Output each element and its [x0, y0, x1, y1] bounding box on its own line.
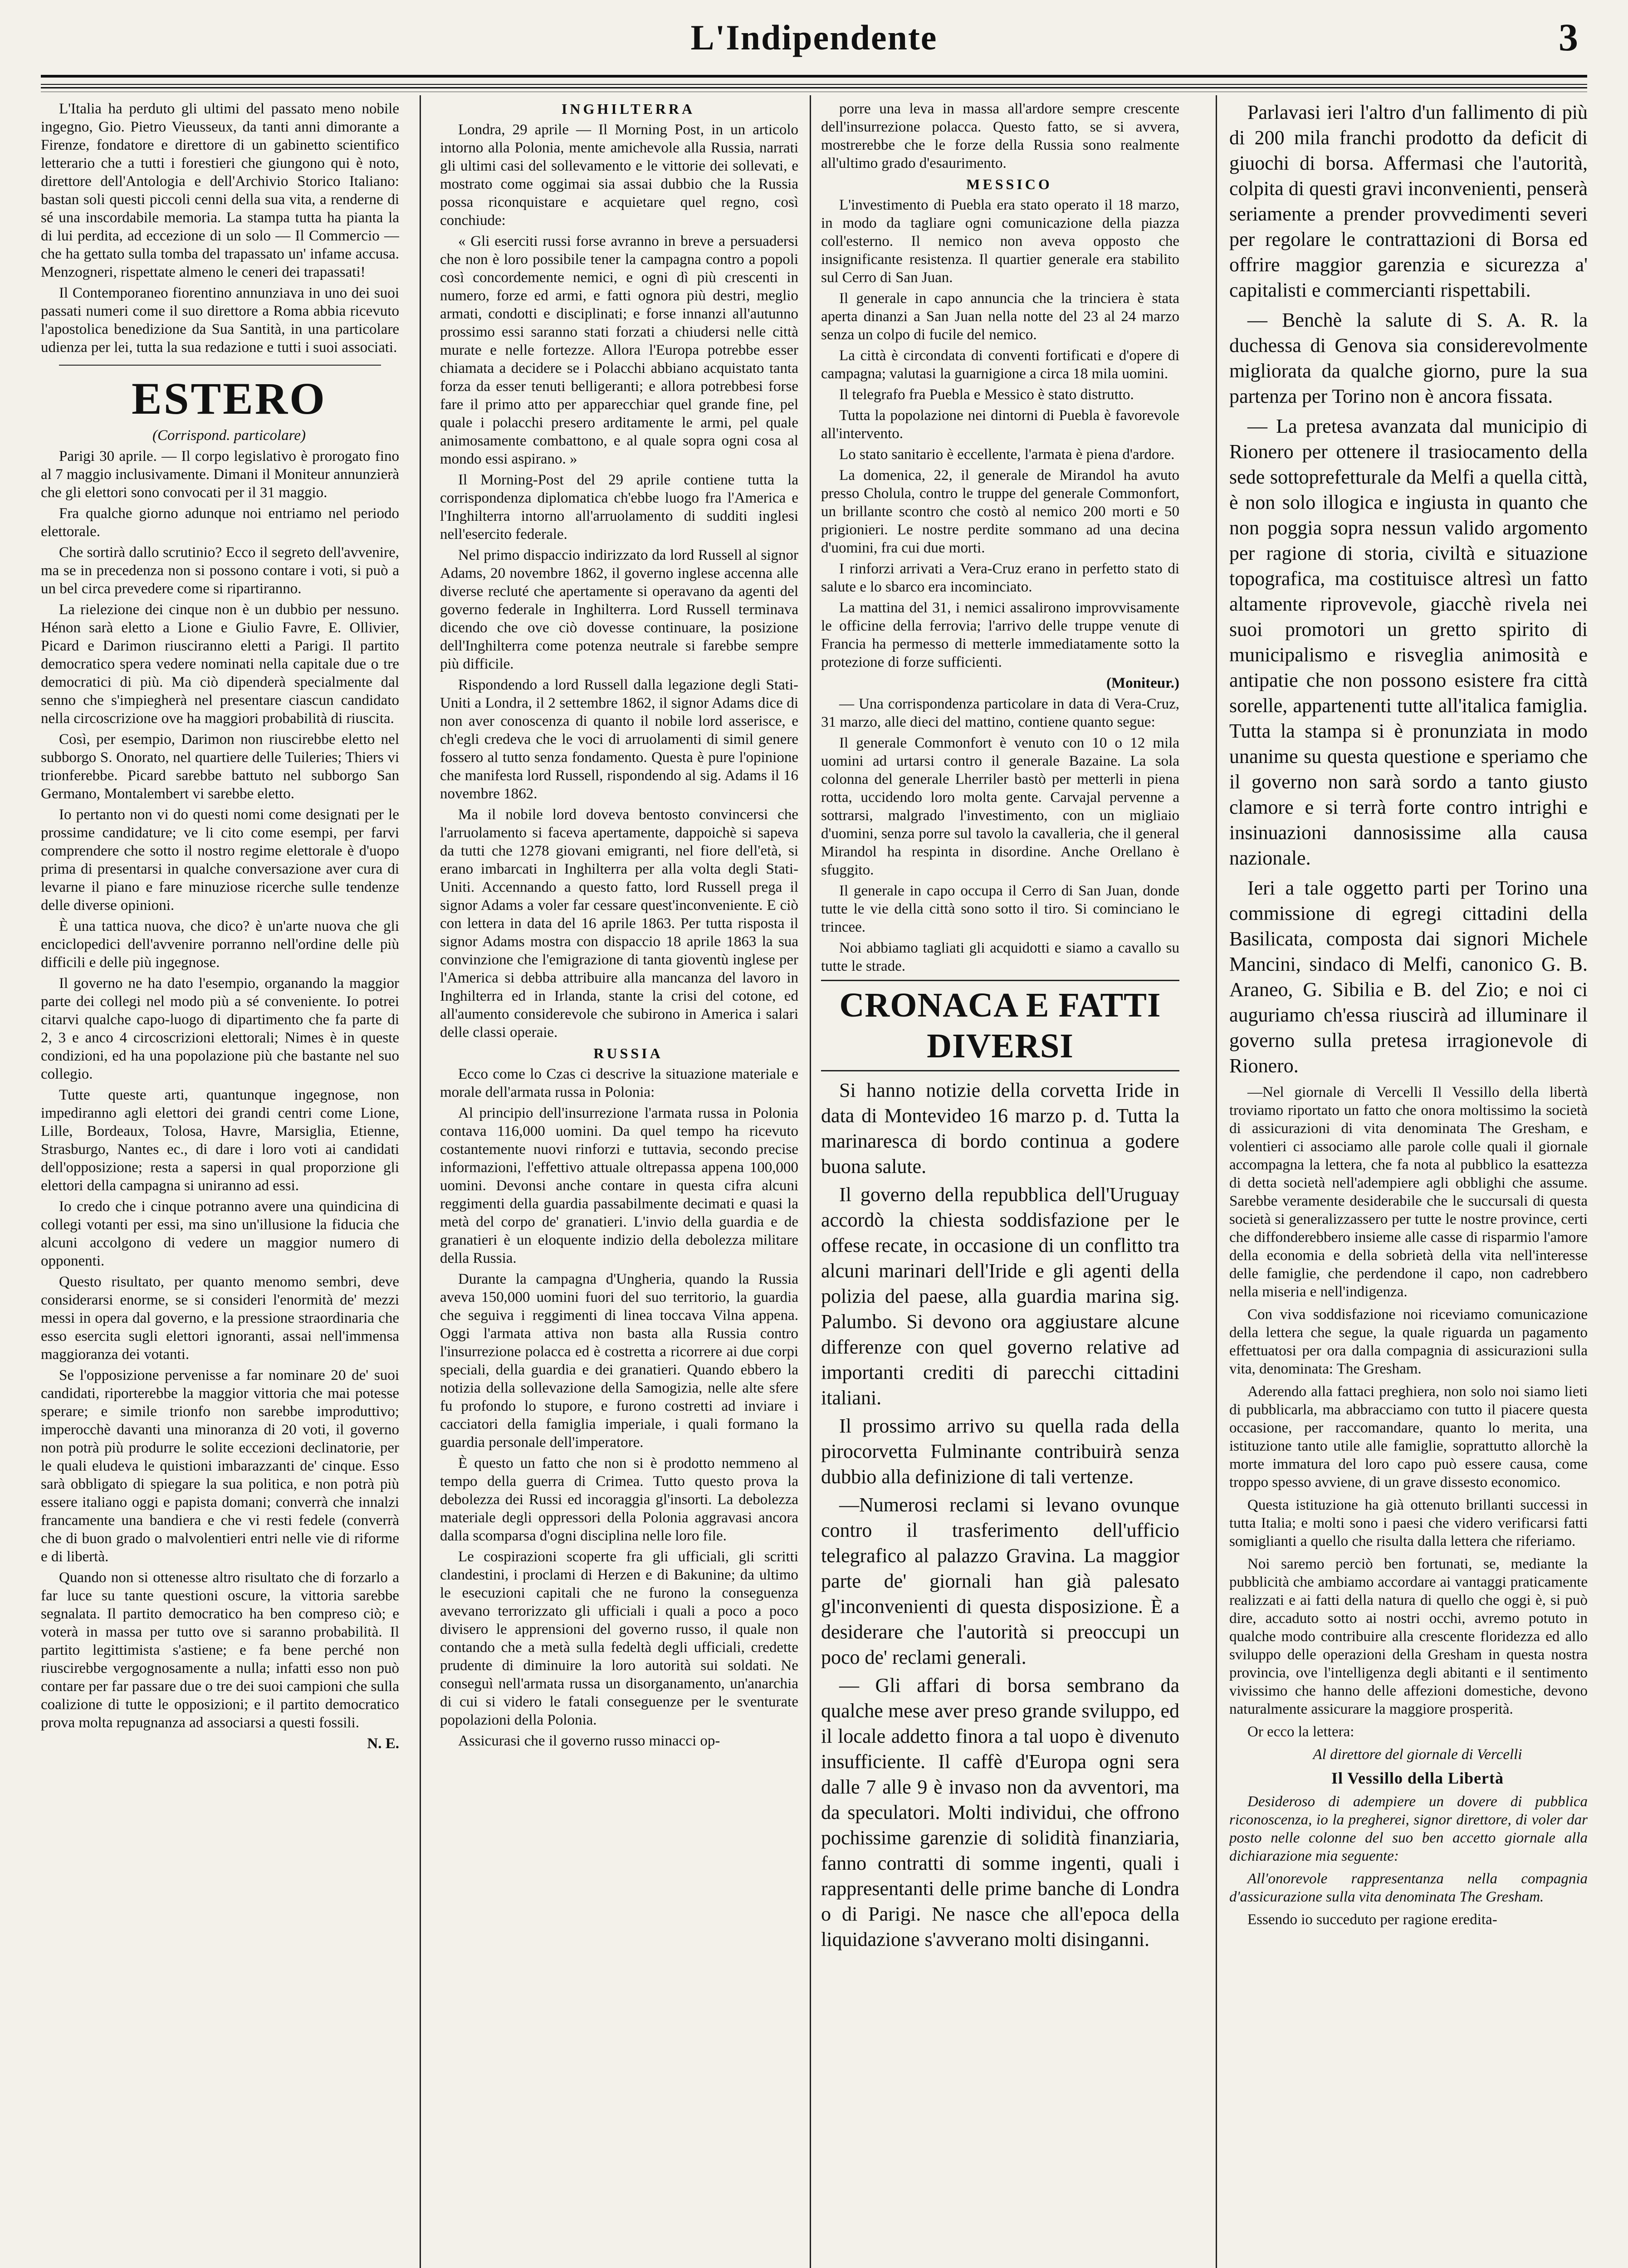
masthead: [41, 9, 1587, 59]
paragraph: L'Italia ha perduto gli ultimi del passato meno nobile ingegno, Gio. Pietro Vieusseux, da tanti anni dimorante a Firenze, fondatore e direttore di un gabinetto scientifico letterario che a tutti i forestieri che giungono qui è noto, direttore dell'Antologia e dell'Archivio Storico Italiano: bastan soli questi piccoli cenni della sua vita, a renderne di sé una inscordabile memoria. La stampa tutta ha pianta la di lui perdita, ad eccezione di un solo — Il Commercio — che ha gettato sulla tomba del trapassato un' infame accusa. Menzogneri, rispettate almeno le ceneri dei trapassati!: [41, 101, 399, 280]
column-3: [821, 100, 1179, 2268]
paragraph: Parlavasi ieri l'altro d'un fallimento di più di 200 mila franchi prodotto da deficit di giuochi di borsa. Affermasi che l'autorità, colpita di questi gravi inconvenienti, penserà seriamente a prender provvedimenti severi per regolare le contrattazioni di Borsa ed offrire maggior garenzia e sicurezza a' capitalisti e commercianti rispettabili.: [1229, 101, 1588, 301]
section-heading-cronaca: CRONACA E FATTI DIVERSI: [821, 980, 1179, 1071]
paragraph: Ieri a tale oggetto parti per Torino una commissione di egregi cittadini della Basilicata, composta dai signori Michele Mancini, sindaco di Melfi, canonico G. B. Araneo, G. Sibilia e B. del Zio; e noi ci auguriamo ch'essa riuscirà ad illuminare il governo sulla pretesa irragionevole di Rionero.: [1229, 877, 1588, 1077]
paragraph: I rinforzi arrivati a Vera-Cruz erano in perfetto stato di salute e lo sbarco era incominciato.: [821, 561, 1179, 595]
paragraph: Io pertanto non vi do questi nomi come designati per le prossime candidature; ve li cito come esempi, per farvi comprendere che sotto il nostro regime elettorale è d'uopo prima di presentarsi in qualche conversazione aver cura di levarne il piano e fare minuziose ricerche sulle tendenze delle diverse opinioni.: [41, 807, 399, 914]
paragraph: Essendo io succeduto per ragione eredita-: [1247, 1911, 1497, 1928]
paragraph: Così, per esempio, Darimon non riuscirebbe eletto nel subborgo S. Onorato, nel quartiere delle Tuileries; Thiers vi trionferebbe. Picard sarebbe battuto nel subborgo San Germano, Montalembert vi sarebbe eletto.: [41, 731, 399, 802]
signature: N. E.: [367, 1735, 399, 1752]
column-2: [440, 100, 798, 2268]
newspaper-title: L'Indipendente: [690, 18, 938, 57]
paragraph: Fra qualche giorno adunque noi entriamo nel periodo elettorale.: [41, 505, 399, 540]
paragraph: Noi saremo perciò ben fortunati, se, mediante la pubblicità che ambiamo accordare ai vantaggi praticamente realizzati e ai fatti della natura di quello che oggi è, si può dire, accaduto sotto ai nostri occhi, avremo potuto in qualche modo contribuire alla crescente floridezza ed allo sviluppo delle operazioni della Gresham in questa nostra provincia, ove l'intelligenza degli abitanti e il sentimento vivissimo che hanno delle affezioni domestiche, devono naturalmente assicurare la maggiore prosperità.: [1229, 1556, 1588, 1717]
cronaca-section: [821, 1078, 1179, 1952]
paragraph: Ma il nobile lord doveva bentosto convincersi che l'arruolamento si faceva apertamente, dappoichè si sapeva da tutti che 1278 giovani emigranti, nel fiore dell'età, si erano imbarcati in Inghilterra per alla volta degli Stati-Uniti. Accennando a questo fatto, lord Russell prega il signor Adams a voler far cessare quest'inconveniente. E ciò con lettera in data del 16 aprile 1863. Per tutta risposta il signor Adams mostra con dispaccio 18 aprile 1863 la sua convinzione che l'emigrazione di tanta gioventù inglese per l'America si debba attribuire alla mancanza del lavoro in Inghilterra ed in Irlanda, stante la crisi del cotone, ed all'aumento considerevole che subirono in America i salari delle classi operaie.: [440, 807, 798, 1041]
paragraph: Io credo che i cinque potranno avere una quindicina di collegi votanti per essi, ma sino un'illusione la fiducia che alcuni accolgono di vedere un maggior numero di opponenti.: [41, 1198, 399, 1269]
paragraph: Il generale in capo annuncia che la trinciera è stata aperta dinanzi a San Juan nella notte del 23 al 24 marzo senza un colpo di fucile del nemico.: [821, 290, 1179, 343]
paragraph: — La pretesa avanzata dal municipio di Rionero per ottenere il trasiocamento della sede sottoprefetturale da Melfi a quella città, è non solo illogica e ingiusta in quanto che non poggia sopra nessun valido argomento per ragione di storia, civiltà e situazione topografica, ma costituisce altresì un fatto altamente riprovevole, giacchè rivela nei suoi promotori un gretto spirito di municipalismo e risveglia animosità e antipatie che non possono esistere fra città sorelle, appartenenti tutte all'italica famiglia. Tutta la stampa si è pronunziata in modo unanime su questa questione e speriamo che il governo non sarà sordo a tanto giusto clamore e si terrà forte contro intrighi e insinuazioni dannosissime alla causa nazionale.: [1229, 415, 1588, 869]
paragraph: Parigi 30 aprile. — Il corpo legislativo è prorogato fino al 7 maggio inclusivamente. Dimani il Moniteur annunzierà che gli elettori sono convocati per il 31 maggio.: [41, 448, 399, 501]
paragraph: Aderendo alla fattaci preghiera, non solo noi siamo lieti di pubblicarla, ma abbracciamo con tutto il piacere questa occasione, per raccomandare, quanto lo merita, una istituzione tanto utile alle famiglie, soprattutto allorchè la morte immatura del loro capo può essere causa, come troppo spesso avviene, di un grave dissesto economico.: [1229, 1383, 1588, 1491]
paragraph: « Gli eserciti russi forse avranno in breve a persuadersi che non è loro possibile tener la campagna contro a popoli così concordemente nemici, e ogni dì più crescenti in numero, forze ed armi, e fatti ognora più destri, meglio armati, condotti e disciplinati; e forse innanzi all'autunno prossimo essi saranno stati forzati a chiudersi nelle città murate e nelle fortezze. Allora l'Europa potrebbe esser chiamata a decidere se i Polacchi abbiano acquistato tanta forza da esser tenuti belligeranti; e allora potrebbesi forse fare il primo atto per apparecchiar quel grande fine, pel quale i polacchi presero arditamente le armi, pel quale animosamente combattono, e al quale sopra ogni cosa al mondo essi aspirano. »: [440, 233, 798, 467]
section-heading-inghilterra: INGHILTERRA: [561, 101, 695, 117]
paragraph: La città è circondata di conventi fortificati e d'opere di campagna; valutasi la guarnigione a circa 18 mila uomini.: [821, 347, 1179, 382]
paragraph: Il Contemporaneo fiorentino annunziava in uno dei suoi passati numeri come il suo direttore a Roma abbia ricevuto l'apostolica benedizione da Sua Santità, in una particolare udienza per lei, tutta la sua redazione e tutti i suoi associati.: [41, 285, 399, 356]
paragraph: — Benchè la salute di S. A. R. la duchessa di Genova sia considerevolmente migliorata da qualche giorno, pure la sua partenza per Torino non è ancora fissata.: [1229, 309, 1588, 407]
paragraph: — Una corrispondenza particolare in data di Vera-Cruz, 31 marzo, alle dieci del mattino, contiene quanto segue:: [821, 696, 1179, 730]
page-number: 3: [1559, 15, 1578, 59]
section-heading-estero: ESTERO: [132, 373, 327, 424]
paragraph: —Nel giornale di Vercelli Il Vessillo della libertà troviamo riportato un fatto che onora moltissimo la società di assicurazioni di vita denominata The Gresham, e volentieri ci associamo alle parole colle quali il giornale accompagna la lettera, che fa nota al pubblico la esattezza di detta società nell'adempiere agli obblighi che assume. Sarebbe veramente desiderabile che le succursali di questa società si generalizzassero per tutte le nostre province, certi che diffonderebbero insieme alle casse di risparmio l'amore della economia e della sobrietà della vita nell'interesse delle famiglie, che perdendone il capo, non cadrebbero nella miseria e nell'indigenza.: [1229, 1084, 1588, 1300]
paragraph: Questa istituzione ha già ottenuto brillanti successi in tutta Italia; e molti sono i paesi che videro verificarsi fatti somiglianti a quello che risulta dalla lettera che riferiamo.: [1229, 1497, 1588, 1549]
column-1: [41, 100, 399, 2268]
paragraph: Si hanno notizie della corvetta Iride in data di Montevideo 16 marzo p. d. Tutta la marinaresca di bordo continua a godere buona salute.: [821, 1079, 1179, 1178]
divider: [59, 365, 381, 366]
paragraph: È una tattica nuova, che dico? è un'arte nuova che gli enciclopedici dell'avvenire porranno nell'ordine delle più difficili e delle più ingegnose.: [41, 918, 399, 971]
letter-title: Il Vessillo della Libertà: [1331, 1769, 1504, 1787]
paragraph: Il Morning-Post del 29 aprile contiene tutta la corrispondenza diplomatica ch'ebbe luogo fra l'America e l'Inghilterra intorno all'arruolamento di sudditi inglesi nell'esercito federale.: [440, 472, 798, 543]
section-heading-messico: MESSICO: [966, 176, 1052, 192]
paragraph: Tutta la popolazione nei dintorni di Puebla è favorevole all'intervento.: [821, 407, 1179, 442]
paragraph: Desideroso di adempiere un dovere di pubblica riconoscenza, io la pregherei, signor direttore, di voler dar posto nelle colonne del suo ben accetto giornale alla dichiarazione mia seguente:: [1229, 1794, 1588, 1864]
paragraph: Che sortirà dallo scrutinio? Ecco il segreto dell'avvenire, ma se in precedenza non si possono contare i voti, si può a un bel circa prevedere come si ripartiranno.: [41, 544, 399, 597]
paragraph: Tutte queste arti, quantunque ingegnose, non impediranno agli elettori dei grandi centri come Lione, Lille, Bordeaux, Tolosa, Havre, Marsiglia, Etienne, Strasburgo, Nantes ec., di dare i loro voti ai candidati dell'opposizione; resta a sapersi in qual proporzione gli elettori della campagna si uniranno ad essi.: [41, 1087, 399, 1194]
paragraph: All'onorevole rappresentanza nella compagnia d'assicurazione sulla vita denominata The Gresham.: [1229, 1871, 1588, 1905]
column-separator: [1216, 95, 1217, 2268]
masthead-rule-thin: [41, 87, 1587, 88]
paragraph: Rispondendo a lord Russell dalla legazione degli Stati-Uniti a Londra, il 2 settembre 1862, il signor Adams dice di non aver conoscenza di quanto il nobile lord asserisce, e ch'egli credeva che le voci di arruolamenti di simil genere fossero al tutto senza fondamento. Questa è pure l'opinione che manifesta lord Russell, rispondendo al sig. Adams il 16 novembre 1862.: [440, 677, 798, 802]
paragraph: Lo stato sanitario è eccellente, l'armata è piena d'ardore.: [839, 446, 1175, 463]
paragraph: Noi abbiamo tagliati gli acquidotti e siamo a cavallo su tutte le strade.: [821, 940, 1179, 974]
paragraph: Il prossimo arrivo su quella rada della pirocorvetta Fulminante contribuirà senza dubbio alla definizione di tali vertenze.: [821, 1415, 1179, 1488]
paragraph: La mattina del 31, i nemici assalirono improvvisamente le officine della ferrovia; l'arrivo delle truppe venute di Francia ha permesso di metterle immediatamente sotto la protezione di forze sufficienti.: [821, 600, 1179, 670]
paragraph: Al principio dell'insurrezione l'armata russa in Polonia contava 116,000 uomini. Da quel tempo ha ricevuto costantemente nuovi rinforzi e tuttavia, secondo precise informazioni, l'effettivo attuale oltrepassa appena 100,000 uomini. Devonsi anche contare in questa cifra alcuni reggimenti della guardia passabilmente decimati e quasi la metà del corpo de' granatieri. L'invio della guardia e de granatieri è un eloquente indizio della debolezza militare della Russia.: [440, 1105, 798, 1266]
paragraph: Durante la campagna d'Ungheria, quando la Russia aveva 150,000 uomini fuori del suo territorio, la guardia che seguiva i reggimenti di linea toccava Vilna appena. Oggi l'armata attiva non basta alla Russia contro l'insurrezione polacca ed è costretta a ricorrere ai due corpi speciali, della guardia e dei granatieri. Quando ebbero la notizia della sollevazione della Samogizia, nelle alte sfere fu profondo lo stupore, e furono costretti ad inviare i cacciatori della famiglia imperiale, i quali formano la guardia personale dell'imperatore.: [440, 1271, 798, 1451]
column-separator: [810, 95, 811, 2268]
paragraph: Le cospirazioni scoperte fra gli ufficiali, gli scritti clandestini, i proclami di Herzen e di Bakunine; da ultimo le esecuzioni capitali che ne furono la conseguenza avevano terrorizzato gli ufficiali i quali a poco a poco divisero le apprensioni del governo russo, il quale non contando che a metà sulla fedeltà degli ufficiali, credette prudente di diminuire la loro autorità sui soldati. Ne conseguì nell'armata russa un disorganamento, un'anarchia di cui si videro le fatali conseguenze per le sventurate popolazioni della Polonia.: [440, 1549, 798, 1728]
masthead-rule: [41, 75, 1587, 85]
paragraph: La domenica, 22, il generale de Mirandol ha avuto presso Cholula, contro le truppe del generale Commonfort, un brillante scontro che costò al nemico 200 morti e 50 prigionieri. Le nostre perdite sommano ad una decina d'uomini, fra cui due morti.: [821, 467, 1179, 556]
paragraph: Or ecco la lettera:: [1247, 1724, 1354, 1740]
intro-section: [41, 100, 399, 357]
paragraph: La rielezione dei cinque non è un dubbio per nessuno. Hénon sarà eletto a Lione e Giulio Favre, E. Ollivier, Picard e Darimon riusciranno eletti a Parigi. Il partito democratico spera vedere nominati nella capitale due o tre democratici di più. Ma ciò dipenderà specialmente dal senno che s'impiegherà nel presentare ciascun candidato nella circoscrizione ove ha maggiori probabilità di riuscita.: [41, 601, 399, 727]
paragraph: Nel primo dispaccio indirizzato da lord Russell al signor Adams, 20 novembre 1862, il governo inglese accenna alle diverse recluté che apertamente si operavano da agenti del governo federale in Inghilterra. Lord Russell terminava dicendo che ove ciò dovesse continuare, la posizione dell'Inghilterra come potenza neutrale si farebbe sempre più difficile.: [440, 547, 798, 672]
paragraph: Il governo della repubblica dell'Uruguay accordò la chiesta soddisfazione per le offese recate, in occasione di un conflitto tra alcuni marinari dell'Iride e gli agenti della polizia del paese, alla guardia marina sig. Palumbo. Si devono ora aggiustare alcune differenze con quel governo relative ad importanti crediti di parecchi cittadini italiani.: [821, 1183, 1179, 1409]
paragraph: Ecco come lo Czas ci descrive la situazione materiale e morale dell'armata russa in Polonia:: [440, 1066, 798, 1100]
paragraph: Se l'opposizione pervenisse a far nominare 20 de' suoi candidati, riporterebbe la maggior vittoria che mai potesse sperare; e simile trionfo non sarebbe improduttivo; imperocchè davanti una minoranza di 20 voti, il governo non potrà più produrre le solite eccezioni declinatorie, per le quali eludeva le quistioni imbarazzanti de' cinque. Esso sarà obbligato di spiegare la sua politica, e non potrà più essere italiano oggi e papista domani; converrà che innalzi francamente una bandiera e che vi resti fedele (converrà che di buon grado o malvolentieri entri nelle vie di riforme e di libertà.: [41, 1367, 399, 1565]
estero-section: [41, 447, 399, 1753]
paragraph: Il telegrafo fra Puebla e Messico è stato distrutto.: [839, 386, 1134, 403]
column-separator: [420, 95, 421, 2268]
section-heading-russia: RUSSIA: [593, 1045, 663, 1061]
paragraph: Assicurasi che il governo russo minacci op-: [458, 1733, 720, 1749]
paragraph: — Gli affari di borsa sembrano da qualche mese aver preso grande sviluppo, ed il locale addetto finora a tal uopo è divenuto insufficiente. Il caffè d'Europa ogni sera dalle 7 alle 9 è invaso non da avventori, ma da speculatori. Molti individui, che offrono pochissime garenzie di solidità finanziaria, fanno contratti di somme ingenti, quali i rappresentanti delle prime banche di Londra o di Parigi. Ne nasce che all'epoca della liquidazione s'avverano molti disinganni.: [821, 1674, 1179, 1950]
paragraph: L'investimento di Puebla era stato operato il 18 marzo, in modo da tagliare ogni comunicazione della piazza coll'esterno. Il nemico non aveva opposto che insignificante resistenza. Il quartier generale era stabilito sul Cerro di San Juan.: [821, 197, 1179, 286]
paragraph: —Numerosi reclami si levano ovunque contro il trasferimento dell'ufficio telegrafico al palazzo Gravina. La maggior parte de' giornali han già palesato gl'inconvenienti di questa disposizione. È a desiderare che l'autorità si preoccupi un poco de' reclami generali.: [821, 1494, 1179, 1668]
paragraph: Questo risultato, per quanto menomo sembri, deve considerarsi enorme, se si consideri l'enormità de' mezzi messi in opera dal governo, e la pressione straordinaria che esso esercita sugli elettori ignoranti, assai nell'immensa maggioranza dei votanti.: [41, 1274, 399, 1363]
paragraph: Con viva soddisfazione noi riceviamo comunicazione della lettera che segue, la quale riguarda un pagamento effettuatosi per ora dalla compagnia di assicurazioni sulla vita, denominata: The Gresham.: [1229, 1306, 1588, 1377]
paragraph: Londra, 29 aprile — Il Morning Post, in un articolo intorno alla Polonia, mente amichevole alla Russia, narrati gli ultimi casi del sollevamento e le vittorie dei sollevati, e mostrato come oggimai sia assai dubbio che la Russia possa riconquistare e acquietare quel regno, così conchiude:: [440, 122, 798, 229]
paragraph: Il generale in capo occupa il Cerro di San Juan, donde tutte le vie della città sono sotto il tiro. Si cominciano le trincee.: [821, 883, 1179, 935]
section-subheading: (Corrispond. particolare): [152, 427, 306, 444]
paragraph: Il generale Commonfort è venuto con 10 o 12 mila uomini ad urtarsi contro il generale Bazaine. La sola colonna del generale Lherriler bastò per metterli in piena rotta, uccidendo loro molta gente. Carvajal pervenne a sottrarsi, malgrado l'investimento, con un migliaio d'uomini, senza porre sul tavolo la cavalleria, che il general Mirandol ha respinta in disordine. Anche Orellano è sfuggito.: [821, 735, 1179, 878]
paragraph: È questo un fatto che non si è prodotto nemmeno al tempo della guerra di Crimea. Tutto questo prova la debolezza dei Russi ed incoraggia gl'insorti. La debolezza materiale degli oppressori della Polonia aggravasi ancora dalla scomparsa d'ogni disciplina nelle loro file.: [440, 1455, 798, 1544]
column-4: [1229, 100, 1588, 2268]
paragraph: Il governo ne ha dato l'esempio, organando la maggior parte dei collegi nel modo più a sé conveniente. Io potrei citarvi qualche capo-luogo di dipartimento che fa parte di 2, 3 e anco 4 circoscrizioni elettorali; Nimes è in queste condizioni, ed ha una popolazione più che bastante nel suo collegio.: [41, 975, 399, 1082]
source-attribution: (Moniteur.): [1106, 675, 1179, 691]
paragraph: porre una leva in massa all'ardore sempre crescente dell'insurrezione polacca. Questo fatto, se si avvera, mostrerebbe che le forze della Russia sono realmente all'ultimo grado d'esaurimento.: [821, 101, 1179, 171]
letter-address: Al direttore del giornale di Vercelli: [1313, 1746, 1522, 1763]
paragraph: Quando non si ottenesse altro risultato che di forzarlo a far luce su tante questioni oscure, la vittoria sarebbe segnalata. Il partito democratico ha ben compreso ciò; e voterà in massa per tutto ove si saranno probabilità. Il partito legittimista s'astiene; e fa bene perché non riuscirebbe vergognosamente a nulla; infatti esso non può contare per far passare due o tre dei suoi campioni che sulla coalizione di tutte le opposizioni; e il partito democratico prova molta repugnanza ad associarsi a questi fossili.: [41, 1569, 399, 1731]
